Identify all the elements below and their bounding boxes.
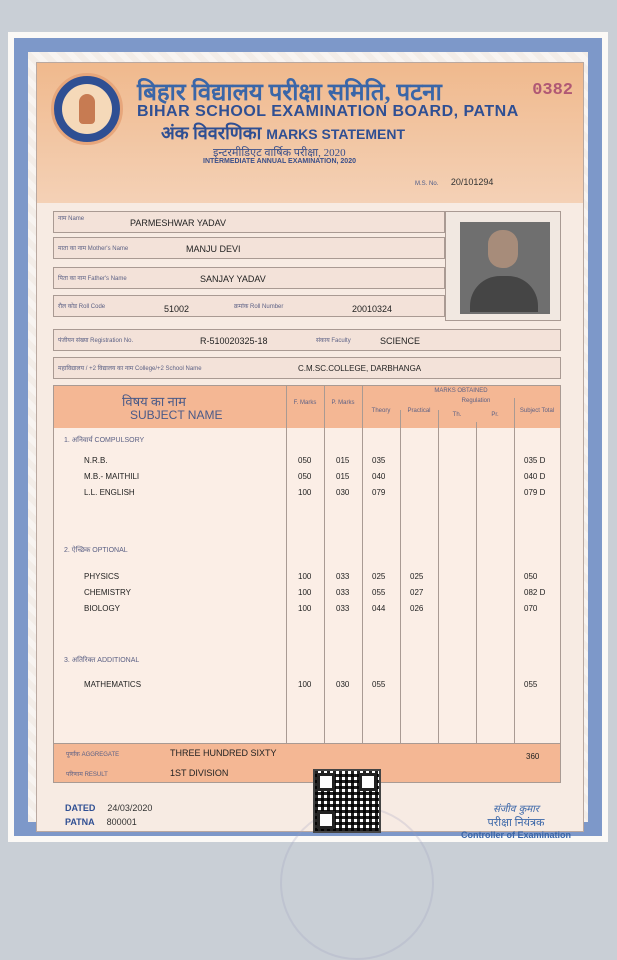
dated-label: DATED <box>65 803 96 813</box>
controller-signature <box>451 801 581 840</box>
college-row: महाविद्यालय / +2 विद्यालय का नाम College/+2 School Name C.M.SC.COLLEGE, DARBHANGA <box>53 357 561 379</box>
ms-number-value: 20/101294 <box>450 177 494 187</box>
aggregate-box <box>53 743 561 783</box>
table-row: BIOLOGY 100 033 044 026 070 <box>84 604 538 613</box>
table-row: CHEMISTRY 100 033 055 027 082 D <box>84 588 546 597</box>
ms-number <box>415 177 493 187</box>
controller-title-hindi: परीक्षा नियंत्रक <box>487 817 545 829</box>
college-name: C.M.SC.COLLEGE, DARBHANGA <box>298 364 422 373</box>
controller-title-english: Controller of Examination <box>460 830 571 840</box>
name-row: नाम Name PARMESHWAR YADAV <box>53 211 445 233</box>
section-optional: 2. ऐच्छिक OPTIONAL <box>64 547 128 554</box>
student-photo <box>445 211 561 321</box>
regulation-th-header: Th. <box>452 412 462 418</box>
ms-number-label: M.S. No. <box>415 181 439 187</box>
signature: संजीव कुमार <box>493 804 539 815</box>
exam-title-hindi: इन्टरमीडिएट वार्षिक परीक्षा, 2020 <box>213 147 346 159</box>
full-marks-header: F. Marks <box>293 400 317 406</box>
mother-row: माता का नाम Mother's Name MANJU DEVI <box>53 237 445 259</box>
father-name: SANJAY YADAV <box>200 274 266 284</box>
photo-face-icon <box>488 230 518 268</box>
board-title-hindi: बिहार विद्यालय परीक्षा समिति, पटना <box>137 80 442 106</box>
marks-statement <box>36 62 584 840</box>
father-row: पिता का नाम Father's Name SANJAY YADAV <box>53 267 445 289</box>
practical-header: Practical <box>407 408 431 414</box>
aggregate-words: THREE HUNDRED SIXTY <box>170 748 277 758</box>
marks-table-header <box>54 386 560 428</box>
table-row: PHYSICS 100 033 025 025 050 <box>84 572 538 581</box>
marks-title-hindi: अंक विवरणिका <box>161 123 262 143</box>
subject-header-english: SUBJECT NAME <box>130 408 223 422</box>
registration-number: R-510020325-18 <box>200 336 268 346</box>
table-row: M.B.- MAITHILI 050 015 040 040 D <box>84 472 546 481</box>
section-compulsory: 1. अनिवार्य COMPULSORY <box>64 437 145 444</box>
aggregate-label: पूर्णांक AGGREGATE <box>66 752 120 758</box>
date-block <box>65 801 152 829</box>
table-row: N.R.B. 050 015 035 035 D <box>84 456 546 465</box>
student-info <box>53 211 561 391</box>
theory-header: Theory <box>371 408 391 414</box>
place-label: PATNA <box>65 817 95 827</box>
regulation-header: Regulation <box>461 398 491 404</box>
faculty: SCIENCE <box>380 336 421 346</box>
roll-number: 20010324 <box>352 304 393 314</box>
qr-code-icon <box>313 769 381 833</box>
result-label: परिणाम RESULT <box>66 772 108 778</box>
section-additional: 3. अतिरिक्त ADDITIONAL <box>64 657 140 664</box>
table-row: MATHEMATICS 100 030 055 055 <box>84 680 538 689</box>
subject-header-hindi: विषय का नाम <box>122 394 186 409</box>
pass-marks-header: P. Marks <box>331 400 355 406</box>
place-code: 800001 <box>106 817 137 827</box>
header <box>37 63 583 203</box>
roll-code: 51002 <box>164 304 190 314</box>
dated-value: 24/03/2020 <box>107 803 153 813</box>
exam-title-english: INTERMEDIATE ANNUAL EXAMINATION, 2020 <box>203 158 356 165</box>
total-header: Subject Total <box>519 408 555 414</box>
table-row: L.L. ENGLISH 100 030 079 079 D <box>84 488 546 497</box>
marks-title-english: MARKS STATEMENT <box>266 126 405 142</box>
certificate-sheet <box>8 32 608 842</box>
marks-statement-title <box>161 121 405 145</box>
board-title-english: BIHAR SCHOOL EXAMINATION BOARD, PATNA <box>137 103 519 120</box>
registration-row: पंजीयन संख्या Registration No. R-510020325-18 संकाय Faculty SCIENCE <box>53 329 561 351</box>
roll-row: रौल कोड Roll Code 51002 क्रमांक Roll Number 20010324 <box>53 295 445 317</box>
mother-name: MANJU DEVI <box>186 244 241 254</box>
board-seal-icon <box>51 73 123 145</box>
result-value: 1ST DIVISION <box>170 768 229 778</box>
student-name: PARMESHWAR YADAV <box>130 218 227 228</box>
obtained-header: MARKS OBTAINED <box>434 388 488 394</box>
serial-number: 0382 <box>532 81 573 100</box>
marks-table <box>53 385 561 749</box>
aggregate-value: 360 <box>526 752 540 761</box>
regulation-pr-header: Pr. <box>491 412 499 418</box>
